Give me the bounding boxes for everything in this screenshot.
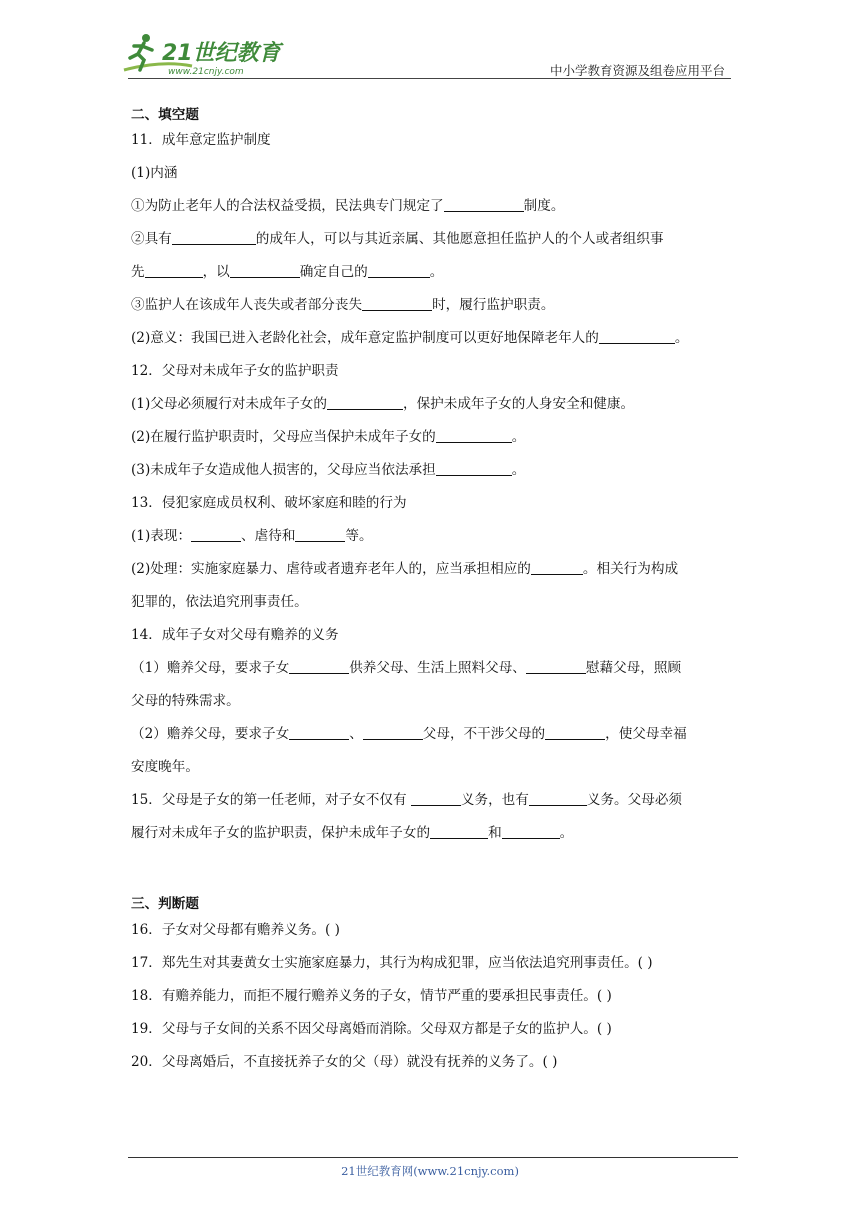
text: (2)在履行监护职责时，父母应当保护未成年子女的 bbox=[131, 429, 436, 445]
sub-heading: (1)内涵 bbox=[131, 165, 178, 181]
question-11 bbox=[131, 131, 731, 348]
text: 供养父母、生活上照料父母、 bbox=[349, 660, 526, 676]
answer-blank[interactable] bbox=[289, 726, 349, 740]
text: (2)处理：实施家庭暴力、虐待或者遗弃老年人的，应当承担相应的 bbox=[131, 561, 531, 577]
question-line: 犯罪的，依法追究刑事责任。 bbox=[131, 594, 308, 610]
logo-runner-icon bbox=[122, 30, 292, 80]
text: 义务。父母必须 bbox=[586, 792, 683, 808]
text: ①为防止老年人的合法权益受损，民法典专门规定了 bbox=[131, 198, 444, 214]
text: (3)未成年子女造成他人损害的，父母应当依法承担 bbox=[131, 462, 436, 478]
text: 确定自己的 bbox=[299, 264, 368, 280]
answer-blank[interactable] bbox=[145, 264, 203, 278]
answer-blank[interactable] bbox=[172, 231, 256, 245]
logo-url: www.21cnjy.com bbox=[168, 67, 244, 77]
answer-blank[interactable] bbox=[230, 264, 300, 278]
text: ，使父母幸福 bbox=[605, 726, 687, 742]
text: 、虐待和 bbox=[241, 528, 296, 544]
judge-item: 18．有赡养能力，而拒不履行赡养义务的子女，情节严重的要承担民事责任。( ) bbox=[131, 988, 612, 1004]
answer-blank[interactable] bbox=[526, 660, 586, 674]
question-line bbox=[131, 395, 731, 414]
text: 。 bbox=[674, 330, 689, 346]
text: ③监护人在该成年人丧失或者部分丧失 bbox=[131, 297, 363, 313]
text: ②具有 bbox=[131, 231, 172, 247]
judge-item: 17．郑先生对其妻黄女士实施家庭暴力，其行为构成犯罪，应当依法追究刑事责任。( ) bbox=[131, 955, 653, 971]
question-line bbox=[131, 791, 731, 810]
text: (1)父母必须履行对未成年子女的 bbox=[131, 396, 327, 412]
text: 。 bbox=[511, 462, 526, 478]
question-line bbox=[131, 263, 731, 282]
logo-text: 21世纪教育 bbox=[162, 41, 281, 66]
section-title-true-false: 三、判断题 bbox=[131, 896, 199, 912]
question-line bbox=[131, 527, 731, 546]
text: （1）赡养父母，要求子女 bbox=[131, 660, 290, 676]
text: 、 bbox=[349, 726, 363, 742]
question-line bbox=[131, 296, 731, 315]
answer-blank[interactable] bbox=[545, 726, 605, 740]
answer-blank[interactable] bbox=[502, 825, 560, 839]
question-line bbox=[131, 230, 731, 249]
text: 义务，也有 bbox=[460, 792, 529, 808]
text: (1)表现： bbox=[131, 528, 192, 544]
question-line bbox=[131, 428, 731, 447]
judge-item: 20．父母离婚后，不直接抚养子女的父（母）就没有抚养的义务了。( ) bbox=[131, 1054, 558, 1070]
text: （2）赡养父母，要求子女 bbox=[131, 726, 290, 742]
text: 。 bbox=[511, 429, 526, 445]
answer-blank[interactable] bbox=[289, 660, 349, 674]
judge-item: 16．子女对父母都有赡养义务。( ) bbox=[131, 922, 340, 938]
answer-blank[interactable] bbox=[295, 528, 345, 542]
question-line bbox=[131, 560, 731, 579]
page-header bbox=[0, 0, 860, 90]
answer-blank[interactable] bbox=[327, 396, 403, 410]
text: 的成年人，可以与其近亲属、其他愿意担任监护人的个人或者组织事 bbox=[255, 231, 664, 247]
text: 履行对未成年子女的监护职责，保护未成年子女的 bbox=[131, 825, 431, 841]
text: (2)意义：我国已进入老龄化社会，成年意定监护制度可以更好地保障老年人的 bbox=[131, 330, 599, 346]
question-14 bbox=[131, 626, 731, 777]
question-line bbox=[131, 725, 731, 744]
question-title: 12．父母对未成年子女的监护职责 bbox=[131, 363, 339, 379]
question-line bbox=[131, 461, 731, 480]
answer-blank[interactable] bbox=[368, 264, 430, 278]
text: 和 bbox=[488, 825, 502, 841]
answer-blank[interactable] bbox=[436, 429, 512, 443]
text: 先 bbox=[131, 264, 145, 280]
question-15 bbox=[131, 791, 731, 843]
text: 慰藉父母，照顾 bbox=[585, 660, 682, 676]
question-line bbox=[131, 824, 731, 843]
question-line: 父母的特殊需求。 bbox=[131, 693, 240, 709]
answer-blank[interactable] bbox=[444, 198, 524, 212]
question-13 bbox=[131, 494, 731, 612]
question-line bbox=[131, 197, 731, 216]
text: 。 bbox=[559, 825, 574, 841]
question-line bbox=[131, 329, 731, 348]
question-line: 安度晚年。 bbox=[131, 759, 199, 775]
answer-blank[interactable] bbox=[191, 528, 241, 542]
header-divider bbox=[128, 78, 731, 79]
answer-blank[interactable] bbox=[436, 462, 512, 476]
text: ，以 bbox=[202, 264, 230, 280]
question-line bbox=[131, 659, 731, 678]
answer-blank[interactable] bbox=[529, 792, 587, 806]
question-12 bbox=[131, 362, 731, 480]
footer-divider bbox=[128, 1157, 738, 1158]
answer-blank[interactable] bbox=[362, 297, 432, 311]
text: 时，履行监护职责。 bbox=[432, 297, 555, 313]
question-title: 14．成年子女对父母有赡养的义务 bbox=[131, 627, 339, 643]
section-title-fill-blank: 二、填空题 bbox=[131, 107, 199, 123]
document-body bbox=[131, 100, 731, 1072]
answer-blank[interactable] bbox=[430, 825, 488, 839]
text: 制度。 bbox=[523, 198, 565, 214]
text: 等。 bbox=[345, 528, 373, 544]
text: 父母，不干涉父母的 bbox=[422, 726, 546, 742]
answer-blank[interactable] bbox=[531, 561, 583, 575]
text: 。 bbox=[429, 264, 444, 280]
footer-text: 21世纪教育网(www.21cnjy.com) bbox=[341, 1164, 519, 1178]
answer-blank[interactable] bbox=[599, 330, 675, 344]
text: ，保护未成年子女的人身安全和健康。 bbox=[402, 396, 635, 412]
platform-name: 中小学教育资源及组卷应用平台 bbox=[549, 63, 725, 78]
question-title: 11．成年意定监护制度 bbox=[131, 132, 271, 148]
text: 。相关行为构成 bbox=[582, 561, 679, 577]
text: 15．父母是子女的第一任老师，对子女不仅有 bbox=[131, 792, 411, 808]
question-title: 13．侵犯家庭成员权利、破坏家庭和睦的行为 bbox=[131, 495, 407, 511]
answer-blank[interactable] bbox=[411, 792, 461, 806]
answer-blank[interactable] bbox=[363, 726, 423, 740]
judge-item: 19．父母与子女间的关系不因父母离婚而消除。父母双方都是子女的监护人。( ) bbox=[131, 1021, 612, 1037]
